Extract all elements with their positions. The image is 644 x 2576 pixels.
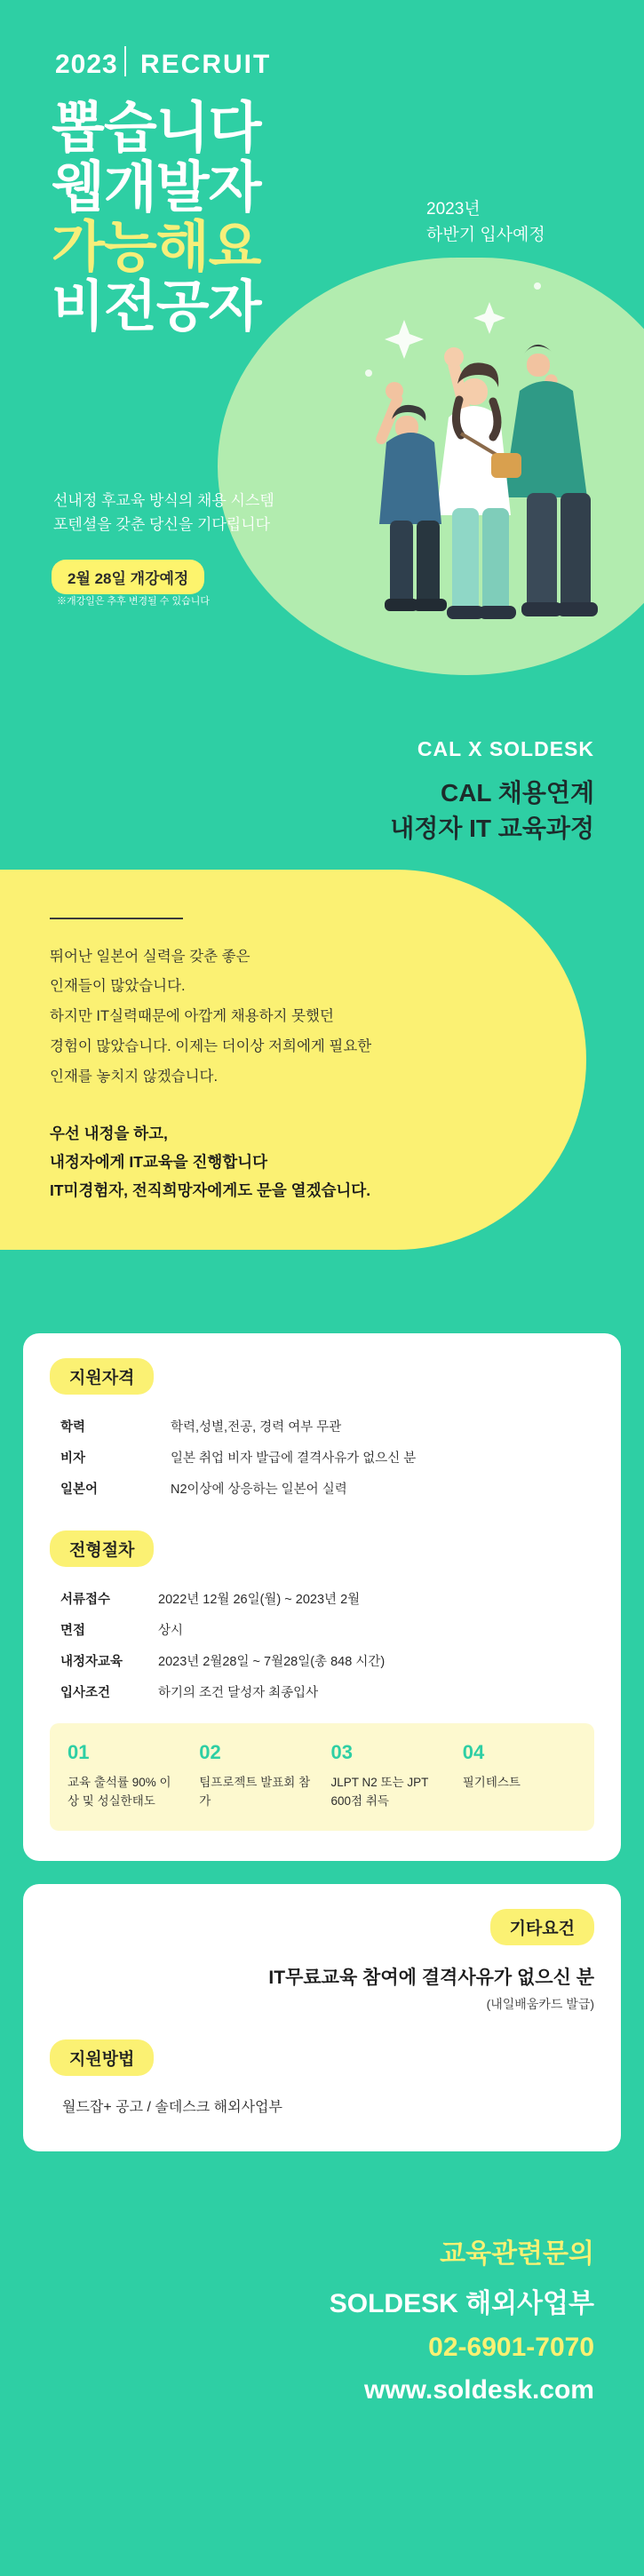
list-item	[59, 1741, 190, 1811]
apply-heading-row	[50, 2039, 594, 2081]
intro-p2-line-1: 내정자에게 IT교육을 진행합니다	[50, 1152, 268, 1171]
person-left	[374, 382, 447, 611]
process-value-0: 2022년 12월 26일(월) ~ 2023년 2월	[158, 1592, 361, 1607]
qualification-key-0: 학력	[60, 1419, 86, 1435]
footer-website[interactable]: www.soldesk.com	[364, 2374, 594, 2405]
etc-heading-row	[50, 1909, 594, 1951]
hero-divider	[124, 46, 126, 76]
hero-sub-line-1: 선내정 후교육 방식의 채용 시스템	[53, 492, 274, 509]
etc-line: IT무료교육 참여에 결격사유가 없으신 분	[268, 1967, 594, 1988]
qualification-heading: 지원자격	[50, 1358, 154, 1395]
headline-line-4: 비전공자	[52, 275, 261, 338]
list-item	[322, 1741, 454, 1811]
qualification-key-2: 일본어	[60, 1482, 99, 1497]
divider	[50, 918, 183, 919]
footer-contact	[0, 2174, 644, 2468]
conditions-steps	[50, 1723, 594, 1831]
intro-paragraph-1	[50, 942, 524, 1093]
footer-line-2: SOLDESK 해외사업부	[329, 2288, 594, 2318]
headline-line-2: 웹개발자	[52, 156, 261, 219]
open-date-note: ※개강일은 추후 변경될 수 있습니다	[57, 596, 210, 607]
qualification-value-0: 학력,성별,전공, 경력 여부 무관	[171, 1419, 342, 1435]
etc-card	[23, 1884, 621, 2151]
step-text-0: 교육 출석률 90% 이상 및 성실한태도	[68, 1775, 171, 1809]
process-value-2: 2023년 2월28일 ~ 7월28일(총 848 시간)	[158, 1654, 386, 1669]
brand-line: CAL X SOLDESK	[417, 737, 594, 760]
open-date-badge: 2월 28일 개강예정	[52, 560, 204, 594]
qualification-table	[60, 1411, 605, 1504]
process-value-1: 상시	[158, 1623, 184, 1638]
process-key-1: 면접	[60, 1623, 86, 1638]
step-text-3: 필기테스트	[462, 1775, 521, 1789]
headline-line-1: 뽑습니다	[52, 98, 261, 159]
step-text-1: 팀프로젝트 발표회 참가	[199, 1775, 311, 1809]
intro-p2-line-2: IT미경험자, 전직희망자에게도 문을 열겠습니다.	[50, 1181, 371, 1200]
intro-p1-line-2: 하지만 IT실력때문에 아깝게 채용하지 못했던	[50, 1008, 334, 1025]
course-title-line-1: CAL 채용연계	[440, 779, 594, 807]
intro-p1-line-4: 인재를 놓치지 않겠습니다.	[50, 1068, 219, 1085]
process-key-2: 내정자교육	[60, 1654, 123, 1669]
apply-text: 월드잡+ 공고 / 솔데스크 해외사업부	[62, 2099, 282, 2115]
course-title-line-2: 내정자 IT 교육과정	[390, 814, 594, 842]
headline-line-3: 가능해요	[52, 216, 261, 278]
hero-side-note	[426, 197, 545, 248]
table-row	[60, 1411, 605, 1442]
qualification-value-2: N2이상에 상응하는 일본어 실력	[171, 1482, 347, 1497]
step-text-2: JLPT N2 또는 JPT 600점 취득	[330, 1775, 429, 1809]
intro-p1-line-0: 뛰어난 일본어 실력을 갖춘 좋은	[50, 948, 250, 965]
process-key-0: 서류접수	[60, 1592, 111, 1607]
page-title	[52, 99, 261, 338]
list-item	[454, 1741, 585, 1811]
hero-sub-line-2: 포텐셜을 갖춘 당신을 기다립니다	[53, 516, 271, 534]
table-row	[60, 1473, 605, 1504]
hero-recruit-label: RECRUIT	[140, 50, 272, 79]
requirements-card	[23, 1333, 621, 1861]
hero-side-line-1: 2023년	[426, 200, 481, 219]
hero-side-line-2: 하반기 입사예정	[426, 225, 545, 244]
intro-p1-line-1: 인재들이 많았습니다.	[50, 978, 186, 995]
people-illustration	[271, 266, 644, 648]
intro-p1-line-3: 경험이 많았습니다. 이제는 더이상 저희에게 필요한	[50, 1038, 372, 1054]
process-value-3: 하기의 조건 달성자 최종입사	[158, 1685, 319, 1700]
process-key-3: 입사조건	[60, 1685, 111, 1700]
etc-heading: 기타요건	[490, 1909, 594, 1945]
cards-section	[0, 1303, 644, 2151]
qualification-value-1: 일본 취업 비자 발급에 결격사유가 없으신 분	[171, 1451, 417, 1466]
qualification-key-1: 비자	[60, 1451, 86, 1466]
step-number-1: 02	[199, 1740, 221, 1763]
list-item	[190, 1741, 322, 1811]
intro-p2-line-0: 우선 내정을 하고,	[50, 1124, 168, 1142]
hero-year: 2023	[55, 50, 118, 79]
table-row	[60, 1442, 605, 1473]
table-row	[60, 1676, 605, 1707]
intro-paragraph-2	[50, 1119, 524, 1205]
step-number-3: 04	[462, 1740, 485, 1763]
process-heading: 전형절차	[50, 1530, 154, 1567]
hero-section	[0, 0, 644, 711]
process-table	[60, 1583, 605, 1707]
step-number-0: 01	[68, 1740, 90, 1763]
step-number-2: 03	[330, 1740, 353, 1763]
etc-sub: (내일배움카드 발급)	[486, 1996, 594, 2011]
intro-text-blob	[0, 870, 586, 1250]
apply-heading: 지원방법	[50, 2039, 154, 2076]
table-row	[60, 1645, 605, 1676]
table-row	[60, 1583, 605, 1614]
person-right	[504, 345, 598, 616]
course-title	[0, 775, 644, 847]
hero-subtitle	[53, 489, 274, 537]
intro-section	[0, 711, 644, 1303]
table-row	[60, 1614, 605, 1645]
footer-line-1: 교육관련문의	[440, 2238, 594, 2269]
footer-phone[interactable]: 02-6901-7070	[428, 2332, 594, 2362]
